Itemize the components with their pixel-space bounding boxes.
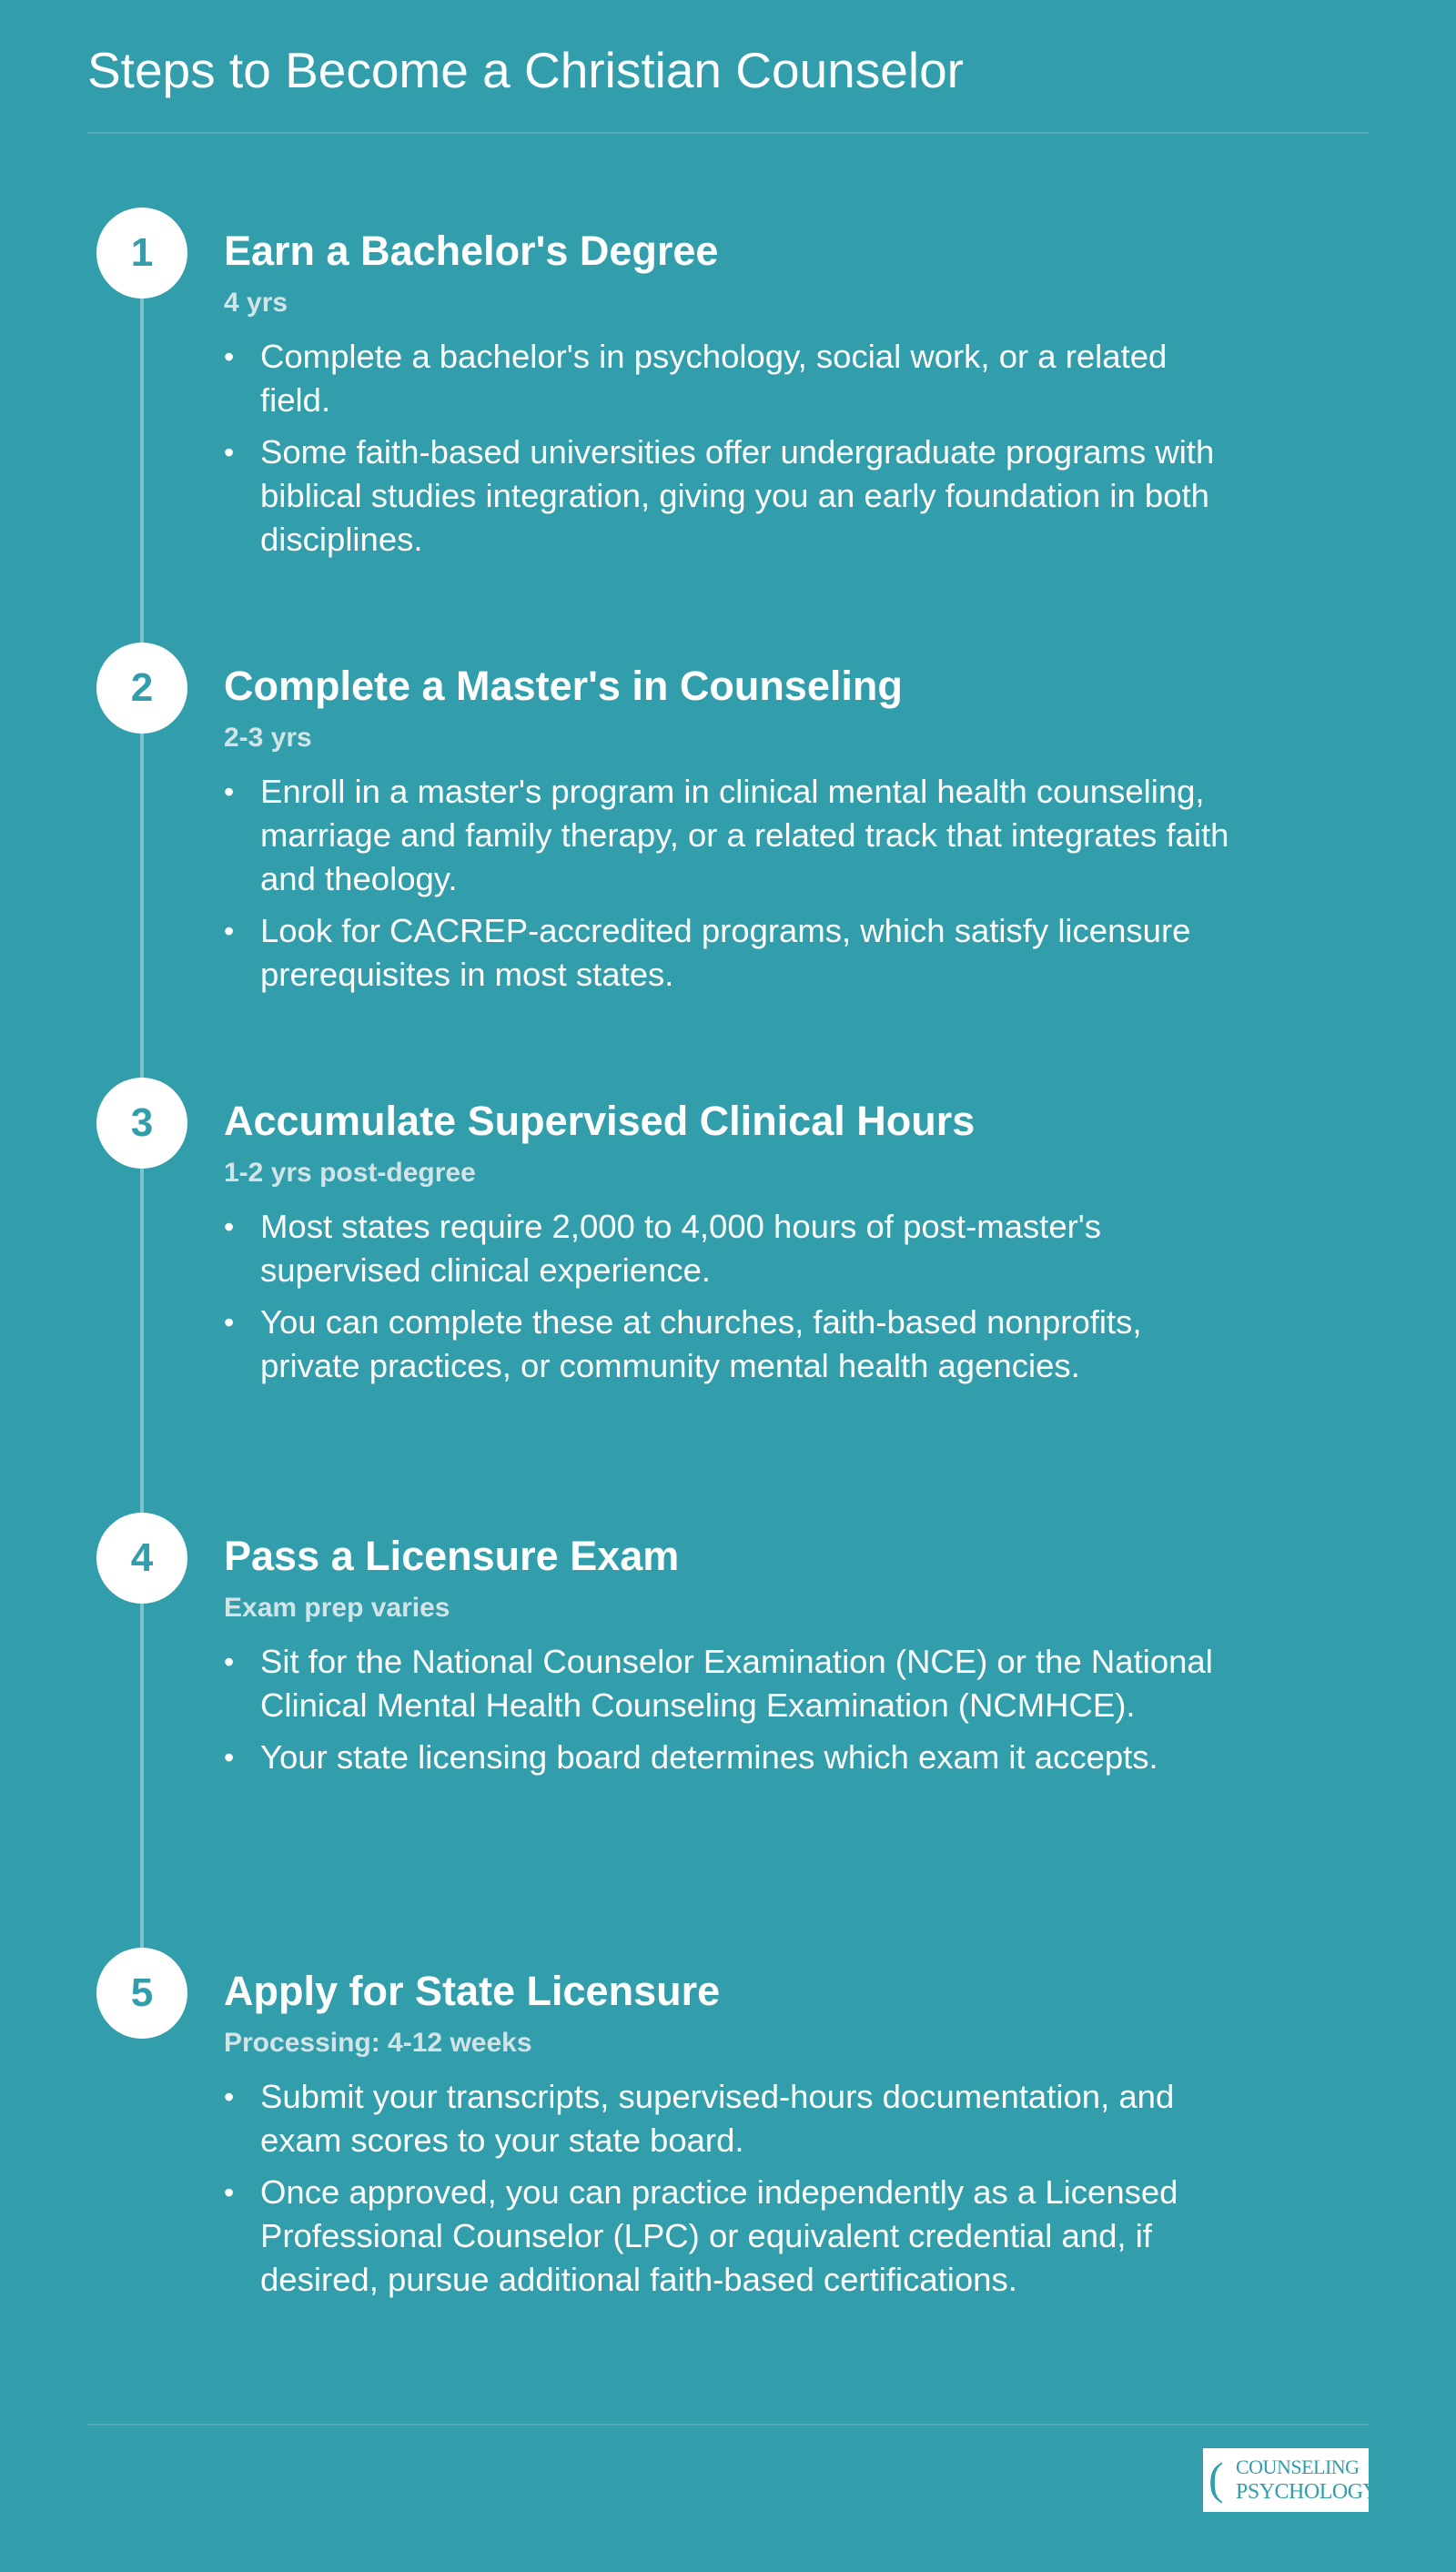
header-divider: [87, 132, 1369, 134]
step-bullets: [224, 770, 1234, 1005]
bullet-text: Once approved, you can practice independently as a Licensed Professional Counselor (LPC) or equivalent credential and, if desired, pursue additional faith-based certifications.: [260, 2173, 1178, 2298]
step-duration: 2-3 yrs: [224, 723, 312, 753]
bullet-dot-icon: •: [224, 436, 235, 469]
step-title: Apply for State Licensure: [224, 1968, 721, 2014]
bullet-item: [224, 1301, 1234, 1388]
step-number: 5: [96, 1948, 187, 2039]
step-bullets: [224, 1205, 1234, 1396]
step-title: Earn a Bachelor's Degree: [224, 228, 719, 274]
bullet-dot-icon: •: [224, 1741, 235, 1774]
bullet-item: [224, 909, 1234, 997]
bullet-item: [224, 335, 1234, 422]
logo-text-line1: COUNSELING: [1236, 2456, 1360, 2478]
bullet-dot-icon: •: [224, 1645, 235, 1678]
bullet-text: Some faith-based universities offer undergraduate programs with biblical studies integration, giving you an early foundation in both disciplines.: [260, 433, 1215, 558]
step-bullets: [224, 335, 1234, 570]
bullet-dot-icon: •: [224, 915, 235, 947]
step-bullets: [224, 1640, 1234, 1787]
bullet-item: [224, 1640, 1234, 1727]
bullet-text: Submit your transcripts, supervised-hours documentation, and exam scores to your state board.: [260, 2078, 1175, 2159]
step-title: Pass a Licensure Exam: [224, 1533, 680, 1579]
step-number: 4: [96, 1513, 187, 1604]
bullet-item: [224, 1736, 1234, 1779]
bullet-text: You can complete these at churches, faith-based nonprofits, private practices, or community mental health agencies.: [260, 1303, 1142, 1384]
bullet-item: [224, 1205, 1234, 1292]
bullet-dot-icon: •: [224, 1306, 235, 1339]
step-number: 1: [96, 208, 187, 299]
bullet-text: Enroll in a master's program in clinical mental health counseling, marriage and family therapy, or a related track that integrates faith and theology.: [260, 773, 1229, 897]
bullet-dot-icon: •: [224, 2176, 235, 2209]
step-title: Complete a Master's in Counseling: [224, 663, 903, 709]
step-duration: 1-2 yrs post-degree: [224, 1158, 476, 1188]
step-bullets: [224, 2075, 1234, 2310]
bullet-text: Look for CACREP-accredited programs, which satisfy licensure prerequisites in most states.: [260, 912, 1191, 993]
counseling-psychology-logo: [1203, 2448, 1379, 2512]
bullet-dot-icon: •: [224, 775, 235, 808]
logo-text-line2: PSYCHOLOGY: [1236, 2480, 1379, 2504]
head-silhouette-icon: (: [1208, 2453, 1224, 2504]
bullet-item: [224, 770, 1234, 901]
bullet-text: Complete a bachelor's in psychology, social work, or a related field.: [260, 338, 1168, 419]
footer-divider: [87, 2424, 1369, 2425]
page-title: Steps to Become a Christian Counselor: [87, 42, 964, 98]
step-duration: Processing: 4-12 weeks: [224, 2028, 532, 2058]
bullet-text: Your state licensing board determines which exam it accepts.: [260, 1738, 1158, 1776]
bullet-item: [224, 2171, 1234, 2302]
bullet-item: [224, 2075, 1234, 2162]
bullet-dot-icon: •: [224, 2081, 235, 2113]
bullet-text: Most states require 2,000 to 4,000 hours of post-master's supervised clinical experience.: [260, 1208, 1101, 1289]
bullet-dot-icon: •: [224, 340, 235, 373]
step-duration: 4 yrs: [224, 288, 288, 318]
bullet-text: Sit for the National Counselor Examination (NCE) or the National Clinical Mental Health Counseling Examination (NCMHCE).: [260, 1643, 1213, 1724]
step-number: 3: [96, 1078, 187, 1169]
bullet-item: [224, 430, 1234, 562]
step-number: 2: [96, 643, 187, 734]
bullet-dot-icon: •: [224, 1210, 235, 1243]
infographic: [87, 0, 1379, 2572]
step-title: Accumulate Supervised Clinical Hours: [224, 1098, 976, 1144]
step-duration: Exam prep varies: [224, 1593, 450, 1623]
